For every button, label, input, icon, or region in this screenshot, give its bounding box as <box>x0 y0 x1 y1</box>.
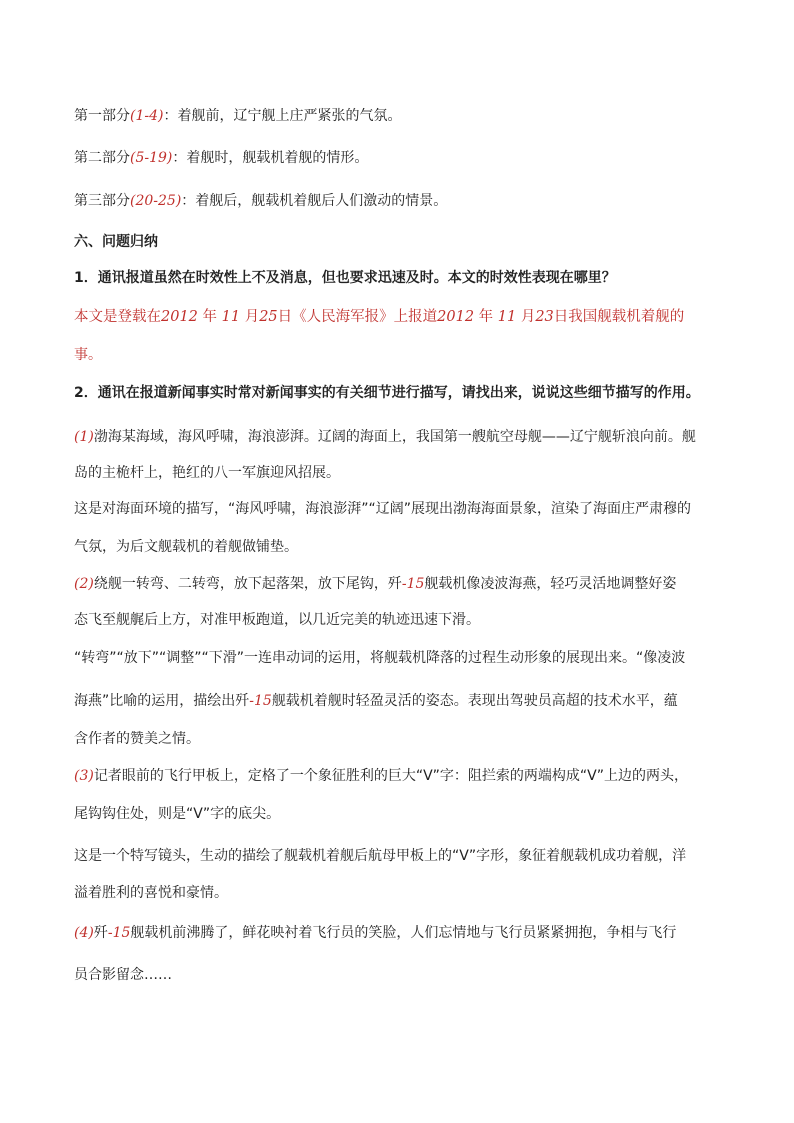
item-two-line-2: 态飞至舰艉后上方，对准甲板跑道，以几近完美的轨迹迅速下滑。 <box>74 612 480 628</box>
answer-one-line-2: 事。 <box>74 347 102 363</box>
item-text: 绕舰一转弯、二转弯，放下起落架，放下尾钩，歼 <box>93 576 402 592</box>
part-label: 第三部分 <box>74 193 130 209</box>
item-one-line-1 <box>74 427 724 447</box>
item-text: 舰载机像凌波海燕，轻巧灵活地调整好姿 <box>424 576 677 592</box>
analysis-two-line-3: 含作者的赞美之情。 <box>74 731 200 747</box>
date-month: 11 <box>497 309 517 325</box>
item-number: (1) <box>74 429 94 445</box>
aircraft-model: -15 <box>107 925 131 941</box>
answer-one-line-1 <box>74 307 724 327</box>
part-label: 第一部分 <box>74 108 130 124</box>
item-number: (4) <box>74 925 94 941</box>
analysis-one-line-1: 这是对海面环境的描写，“海风呼啸，海浪澎湃”“辽阔”展现出渤海海面景象，渲染了海面庄严肃穆的 <box>74 501 692 517</box>
analysis-two-line-2 <box>74 691 724 711</box>
question-one: 1．通讯报道虽然在时效性上不及消息，但也要求迅速及时。本文的时效性表现在哪里？ <box>74 270 616 286</box>
part-three <box>74 191 724 211</box>
answer-text: 日我国舰载机着舰的 <box>553 309 685 325</box>
analysis-two-line-1: “转弯”“放下”“调整”“下滑”一连串动词的运用，将舰载机降落的过程生动形象的展现出来。“像凌波 <box>74 650 686 666</box>
part-label: 第二部分 <box>74 150 130 166</box>
item-number: (2) <box>74 576 94 592</box>
part-range: (20-25) <box>130 193 182 209</box>
part-text: ：着舰后，舰载机着舰后人们激动的情景。 <box>181 193 448 209</box>
item-three-line-2: 尾钩钩住处，则是“V”字的底尖。 <box>74 806 281 822</box>
section-title: 六、问题归纳 <box>74 234 158 250</box>
item-text: 记者眼前的飞行甲板上，定格了一个象征胜利的巨大“V”字：阻拦索的两端构成“V”上边的两头， <box>93 768 689 784</box>
item-one-line-2: 岛的主桅杆上，艳红的八一军旗迎风招展。 <box>74 465 340 481</box>
question-two: 2．通讯在报道新闻事实时常对新闻事实的有关细节进行描写，请找出来，说说这些细节描写的作用。 <box>74 385 700 401</box>
part-two <box>74 148 724 168</box>
item-text: 渤海某海域，海风呼啸，海浪澎湃。辽阔的海面上，我国第一艘航空母舰——辽宁舰斩浪向前。舰 <box>93 429 696 445</box>
aircraft-model: -15 <box>401 576 425 592</box>
date-year-char: 年 <box>202 309 218 325</box>
date-month-char: 月 <box>244 309 260 325</box>
date-year: 2012 <box>437 309 475 325</box>
analysis-text: 舰载机着舰时轻盈灵活的姿态。表现出驾驶员高超的技术水平，蕴 <box>271 693 678 709</box>
analysis-three-line-1: 这是一个特写镜头，生动的描绘了舰载机着舰后航母甲板上的“V”字形，象征着舰载机成功着舰，洋 <box>74 848 687 864</box>
item-text: 舰载机前沸腾了，鲜花映衬着飞行员的笑脸，人们忘情地与飞行员紧紧拥抱，争相与飞行 <box>130 925 677 941</box>
date-day: 25 <box>259 309 278 325</box>
answer-text: 本文是登载在 <box>74 309 161 325</box>
analysis-one-line-2: 气氛，为后文舰载机的着舰做铺垫。 <box>74 539 298 555</box>
analysis-text: 海燕”比喻的运用，描绘出歼 <box>74 693 250 709</box>
date-day: 23 <box>535 309 554 325</box>
part-text: ：着舰时，舰载机着舰的情形。 <box>172 150 369 166</box>
date-month-char: 月 <box>520 309 536 325</box>
item-three-line-1 <box>74 766 724 786</box>
item-four-line-2: 员合影留念…… <box>74 967 172 983</box>
item-four-line-1 <box>74 923 724 943</box>
date-year: 2012 <box>161 309 198 325</box>
item-number: (3) <box>74 768 94 784</box>
date-month: 11 <box>221 309 241 325</box>
part-one <box>74 106 724 126</box>
part-range: (5-19) <box>130 150 173 166</box>
date-year-char: 年 <box>478 309 494 325</box>
answer-text: 日《人民海军报》上报道 <box>277 309 438 325</box>
item-two-line-1 <box>74 574 724 594</box>
analysis-three-line-2: 溢着胜利的喜悦和豪情。 <box>74 885 228 901</box>
part-text: ：着舰前，辽宁舰上庄严紧张的气氛。 <box>163 108 402 124</box>
part-range: (1-4) <box>130 108 164 124</box>
aircraft-model: -15 <box>249 693 272 709</box>
item-text: 歼 <box>93 925 108 941</box>
